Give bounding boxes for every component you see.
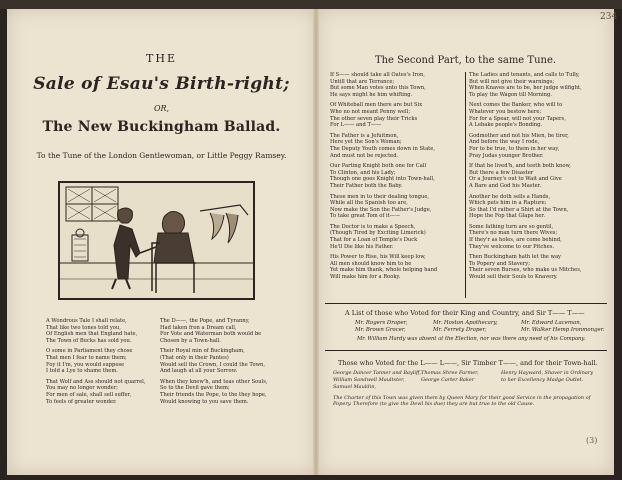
verse-line: All men should know him to be [330, 260, 412, 267]
woodcut-barber-scene [60, 183, 253, 298]
verse-line: When Knaves are to be, her judge wilfight, [469, 85, 582, 92]
voter-name: George Dancer Tanner and Bayliff, [333, 370, 422, 376]
voter-name: Henry Hayward, Shaver in Ordinary [501, 370, 594, 376]
verse-line: So to the Devil gave them; [160, 385, 230, 392]
verse-line: The Father is a Jefuitmon, [330, 132, 399, 139]
verse-line: The Doctor is to make a Speech, [330, 223, 416, 230]
voter-name: Mr. Ferrety Draper, [433, 327, 487, 333]
verse-line: For for a Spear, will not your Tapers, [469, 115, 566, 122]
title-the: THE [146, 52, 177, 65]
verse-line: The other seven play their Tricks [330, 115, 418, 122]
verse-line: There's no man turn there Wives; [469, 230, 558, 237]
second-part-title: The Second Part, to the same Tune. [374, 55, 557, 66]
voter-name: Mr. Brown Grocer, [355, 327, 406, 333]
verse-line: The Town of Bucks has sold you. [46, 337, 132, 344]
verse-line: For L—— and T—— [330, 122, 382, 129]
tune-line: To the Tune of the London Gentlewoman, or Little Peggy Ramsey. [36, 151, 287, 160]
voter-name: Thomas Shree Farmer, [421, 370, 479, 376]
voter-name: Mr. Edward Laceman, [521, 320, 582, 326]
list2-names [333, 370, 601, 391]
list1-note: Mr. William Hardy was absent at the Election, nor was there any need of his Company. [357, 336, 586, 342]
verse-line: And laugh at all your Sorrow. [160, 368, 238, 375]
verse-line: To Popery and Stavery; [469, 260, 530, 267]
verse-line: To feels of greater wonder. [46, 398, 117, 405]
verse-line: Their Father both the Baby. [330, 182, 403, 189]
left-verse-col1 [46, 318, 145, 405]
list1-heading: A List of those who Voted for their King and Country, and Sir T—— T—— [345, 309, 585, 317]
verse-line: If that he lived'h, and teeth both know, [469, 163, 571, 170]
voter-name: Samuel Mauldin, [333, 384, 377, 390]
divider-2 [325, 350, 607, 351]
name-row [333, 370, 601, 377]
verse-line: A Wondrous Tale I shall relate, [46, 318, 127, 324]
verse-line: But some Man votes unto this Town, [330, 85, 426, 92]
verse-line: Another he doth sells a Hands, [469, 193, 551, 200]
right-verse-col1 [330, 72, 437, 281]
verse-line: If they'r as holes, are come behind, [469, 237, 562, 244]
woodcut-illustration [58, 181, 255, 300]
title-or: OR, [153, 104, 170, 113]
verse-line: (That only in their Pantes) [160, 354, 229, 361]
verse-line: Some fathing turn are so gentil, [469, 223, 554, 230]
verse-line: To play the Wagon till Morning. [469, 91, 552, 98]
shelfmark: (3) [586, 436, 598, 445]
verse-line: To Clinton, and his Lady; [330, 169, 396, 176]
voter-name: William Sandwell Maultster, [333, 377, 405, 383]
voter-name: Mr. Hoston Apothecary, [433, 320, 498, 326]
verse-line: But there a few Disaster [469, 169, 534, 176]
verse-line: For to be true, to them in her way, [469, 145, 560, 152]
verse-line: And before the way I rode, [469, 139, 540, 146]
verse-line: You may no longer wonder; [46, 385, 118, 392]
verse-line: Would sell the Crown, I could the Town, [160, 361, 266, 368]
verse-line: Their Royal min of Buckingham, [160, 348, 245, 355]
verse-line: Then Buckingham hath let the way [469, 254, 561, 261]
list2-note: The Charter of this Town was given them by Queen Mary for their good Service in the propagation of Popery. Therefore (to give the Devil his due) they are but true to the old Cause. [333, 395, 591, 408]
verse-line: Pray Judas younger Brother. [469, 152, 544, 159]
left-verse-col2 [160, 318, 268, 405]
verse-line: Which puts him in a Rapture; [469, 200, 547, 207]
verse-line: Yet make him thank, whole helping hand [330, 267, 438, 274]
verse-line: Untill that are Terrance; [330, 78, 395, 85]
voter-name: Mr. Walker Hemp Ironmonger. [521, 327, 605, 333]
verse-line: For men of sale, shall sell suffer, [46, 391, 132, 398]
name-row [333, 384, 601, 391]
verse-line: Foy it I'm, you would suppose [46, 361, 125, 368]
verse-line: Next comes the Banker, who will to [469, 102, 563, 109]
verse-line: The D——, the Pope, and Tyranny, [160, 318, 250, 324]
verse-line: Godmother and not his Mien, be tirer, [469, 132, 569, 139]
verse-line: He'll Die like his Father. [330, 243, 394, 250]
verse-line: Hope the Fop that Glaps her. [469, 213, 545, 220]
verse-line: Would sell their Souls to Knavery. [469, 274, 558, 281]
verse-line: That men I fear to name them; [46, 354, 127, 361]
name-row [355, 320, 601, 327]
top-edge [0, 0, 622, 9]
verse-line: O some in Parliament they chose [46, 348, 133, 355]
voter-name: to her Excellency Madge Outlet. [501, 377, 584, 383]
verse-line: Our Parting Knight both one for Call [330, 163, 427, 170]
name-row [333, 377, 601, 384]
verse-line: But will not give their warnings; [469, 78, 555, 85]
verse-line: (Though Tired by Exciting Limerick) [330, 230, 426, 237]
divider-1 [325, 303, 607, 304]
verse-line: That Wolf and Ass should not quarrel, [46, 378, 146, 385]
verse-line: A Bare and God his Master. [469, 182, 542, 189]
verse-line: And must not be rejected. [330, 152, 399, 159]
voter-name: Mr. Rogers Draper, [355, 320, 408, 326]
verse-line: A Lebake people's Bonding. [469, 122, 543, 129]
verse-line: Though one goes Knight into Town-hall, [330, 176, 435, 183]
verse-line: So that I'd rather a Shirt at the Town, [469, 206, 569, 213]
verse-line: For Vote and Waterman both would be [160, 331, 262, 338]
list1-names [355, 320, 605, 334]
verse-line: Will make him for a Rooky. [330, 274, 401, 281]
name-row [355, 327, 605, 334]
verse-line: Now make the Son the Father's Judge, [330, 206, 432, 213]
verse-line: The Deputy Youth comes down in State, [330, 145, 435, 152]
verse-line: Of English men that England hate, [46, 331, 138, 338]
verse-line: Their friends the Pope, to the they hope, [160, 391, 267, 398]
list2-heading: Those who Voted for the L—— L——, Sir Timber T——, and for their Town-hall. [338, 359, 598, 367]
page-number: 234 [600, 12, 618, 22]
verse-line: I told a Lye to shame them. [46, 368, 118, 375]
ballad-subtitle: The New Buckingham Ballad. [42, 119, 281, 135]
verse-line: Who no not meant Penny well; [330, 108, 411, 115]
verse-line: Had taken fron a Dream call, [160, 324, 237, 331]
verse-line: If S—— should take all Oates's Iron, [330, 72, 425, 78]
verse-line: Chosen by a Town-hall. [160, 337, 221, 344]
column-rule [465, 72, 466, 298]
verse-line: Would knowing to you save them. [160, 398, 249, 405]
verse-line: Or a Journey's out to Wait and Give [469, 176, 562, 183]
verse-line: When they knew'h, and teas other Souls, [160, 378, 268, 385]
ballad-title: Sale of Esau's Birth-right; [33, 74, 290, 94]
verse-line: They've welcome to our Pitches. [469, 243, 555, 250]
verse-line: These men in to their dealing tongue, [330, 193, 430, 200]
verse-line: That like two tones told you, [46, 324, 121, 331]
verse-line: Of Whiteball men there are but Six [330, 102, 423, 109]
verse-line: Their sevon Burses, who make us Mitches, [469, 267, 582, 274]
verse-line: To take great Tom of it—— [330, 213, 401, 220]
verse-line: That for a Loan of Temple's Duck [330, 237, 418, 244]
verse-line: Here yet the Son's Woman; [330, 139, 402, 146]
verse-line: The Ladies and tenants, and calls to Tully, [469, 72, 580, 78]
verse-line: Whatever you bestow here; [469, 108, 542, 115]
voter-name: George Carter Baker [421, 377, 475, 383]
verse-line: While all the Spanish too are, [330, 200, 408, 207]
right-verse-col2 [469, 72, 582, 281]
verse-line: He says might he him whifting. [330, 91, 413, 98]
verse-line: His Power to Rise, his Will keep low, [330, 254, 426, 261]
